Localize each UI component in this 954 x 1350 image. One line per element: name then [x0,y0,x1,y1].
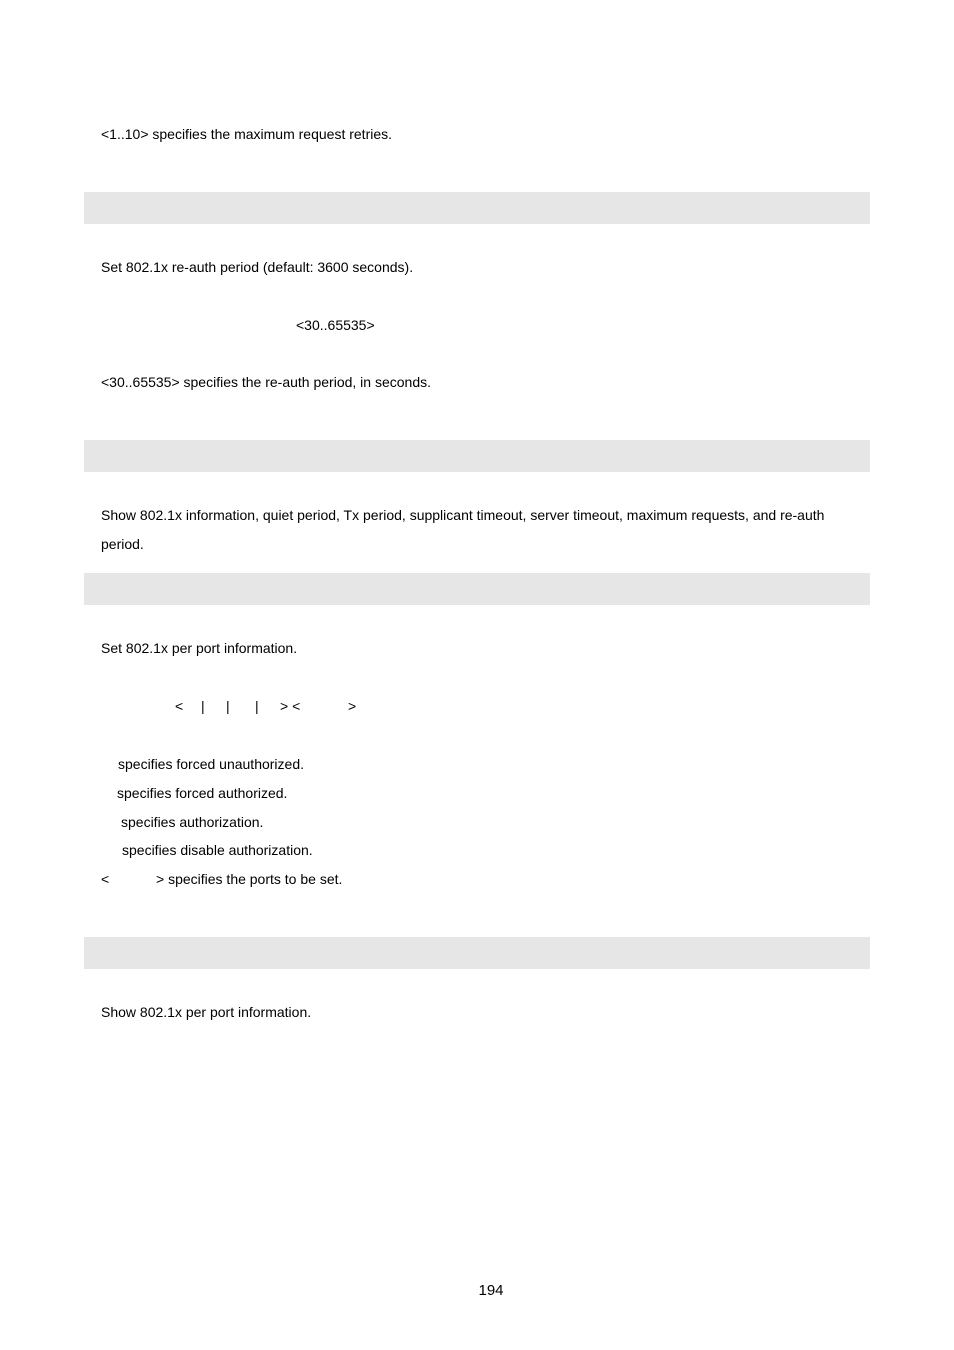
param-authorization: specifies authorization. [121,814,264,830]
param-forced-unauthorized: specifies forced unauthorized. [118,756,304,772]
reauth-parameter-desc: <30..65535> specifies the re-auth period, in seconds. [101,374,431,390]
ports-parameter-desc: > specifies the ports to be set. [156,871,343,887]
page-number: 194 [478,1282,504,1299]
section-header-bar-show-port [84,937,870,969]
reauth-description: Set 802.1x re-auth period (default: 3600 seconds). [101,259,414,275]
section-header-bar-reauth [84,192,870,224]
syntax-fragment: | [255,698,259,714]
param-forced-authorized: specifies forced authorized. [117,785,288,801]
syntax-fragment: | [201,698,205,714]
syntax-fragment: | [226,698,230,714]
section-header-bar-show-info [84,440,870,472]
ports-open-bracket: < [101,871,110,887]
syntax-fragment: < [175,698,184,714]
show-info-description: Show 802.1x information, quiet period, Tx period, supplicant timeout, server timeout, maximum requests, and re-auth period. [101,507,825,552]
show-port-description: Show 802.1x per port information. [101,1004,312,1020]
port-info-description: Set 802.1x per port information. [101,640,298,656]
syntax-fragment: > < [280,698,301,714]
max-request-parameter-desc: <1..10> specifies the maximum request retries. [101,126,393,142]
param-disable-authorization: specifies disable authorization. [122,842,313,858]
section-header-bar-port-info [84,573,870,605]
reauth-syntax-range: <30..65535> [296,317,375,333]
syntax-fragment: > [348,698,357,714]
